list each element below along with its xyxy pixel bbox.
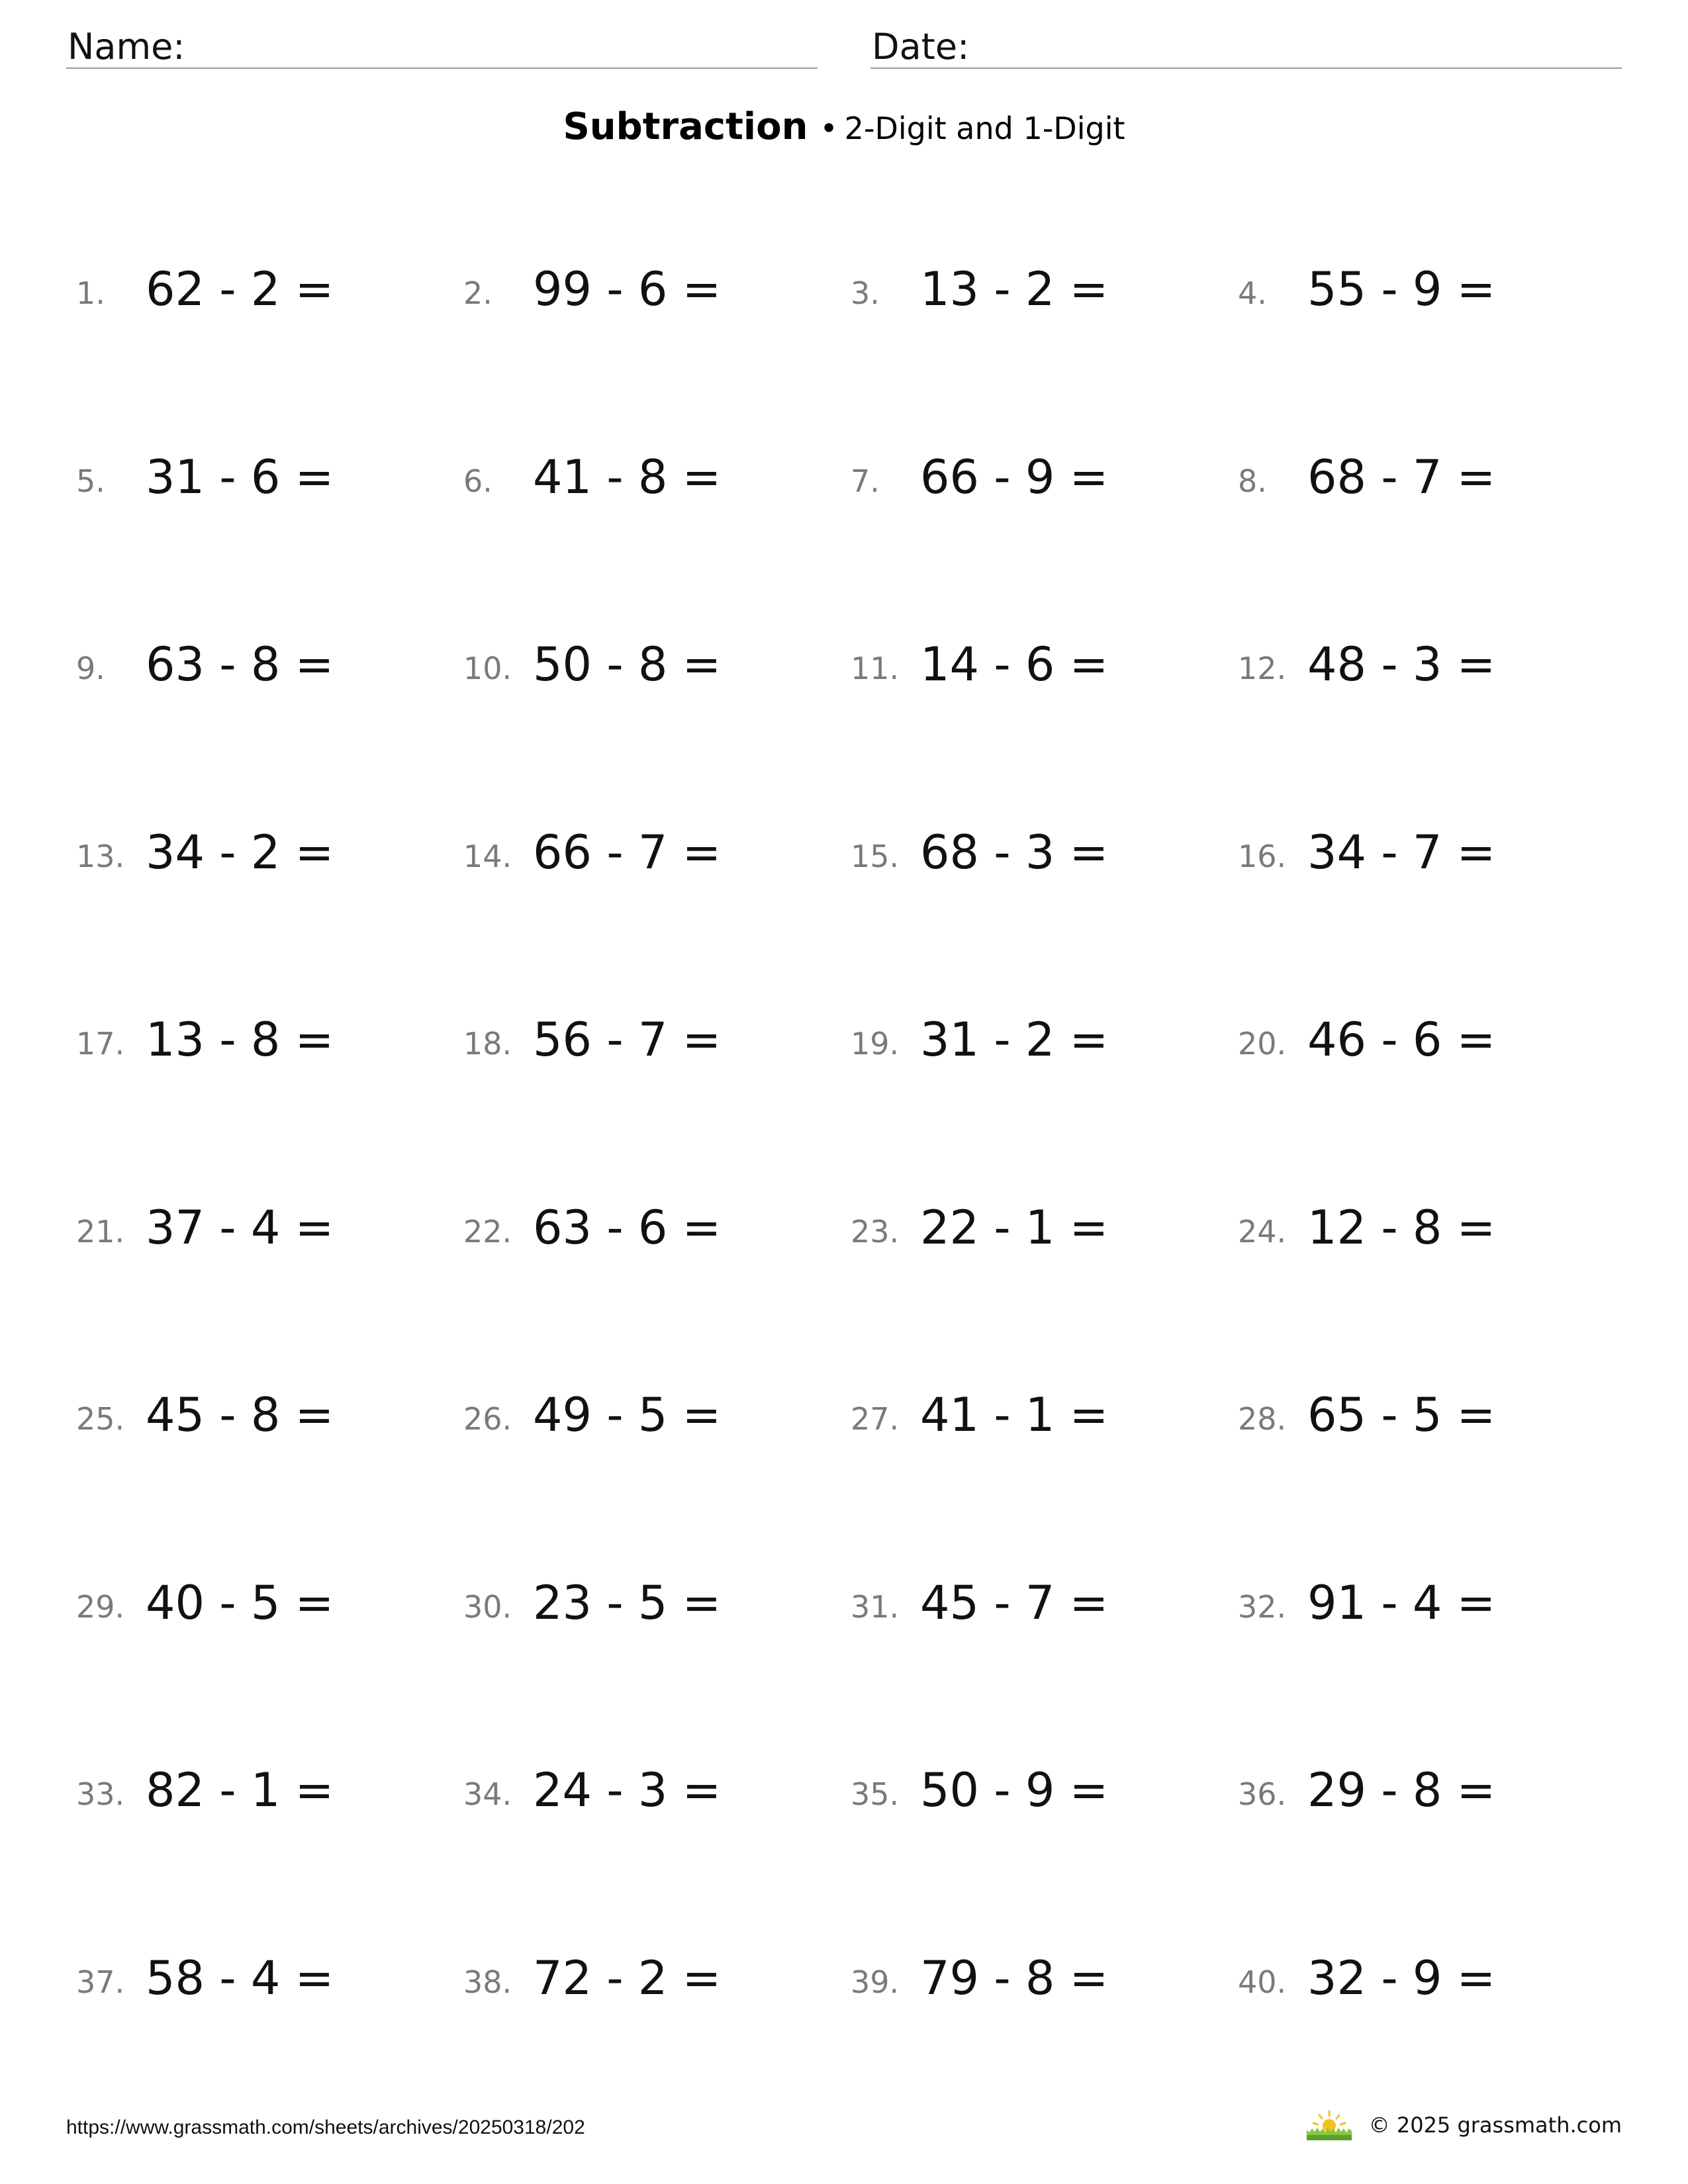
problem-expression: 29 - 8 = [1307,1763,1496,1817]
problem-number: 31. [851,1588,900,1625]
problem-expression: 48 - 3 = [1307,637,1496,692]
problem-expression: 23 - 5 = [533,1575,722,1630]
problem-item [463,1763,834,1816]
problem-expression: 55 - 9 = [1307,262,1496,316]
title-separator: • [820,111,838,146]
problem-item [851,825,1221,878]
problem-number: 38. [463,1964,512,2000]
footer-copyright: © 2025 grassmath.com [1368,2113,1622,2138]
problem-number: 18. [463,1026,512,1062]
problem-number: 23. [851,1213,900,1250]
problem-number: 30. [463,1588,512,1625]
problem-item [463,1201,834,1253]
problem-expression: 37 - 4 = [146,1200,334,1255]
problem-item [1238,1763,1609,1816]
problem-number: 35. [851,1776,900,1812]
problem-expression: 49 - 5 = [533,1388,722,1442]
problem-number: 37. [76,1964,125,2000]
problem-item [463,1388,834,1441]
problem-item [76,450,447,503]
problem-expression: 31 - 6 = [146,449,334,504]
problem-item [76,1576,447,1629]
name-field[interactable] [66,24,818,69]
date-label: Date: [872,26,970,68]
problem-item [851,637,1221,690]
problem-expression: 22 - 1 = [920,1200,1109,1255]
problem-number: 7. [851,463,880,499]
problem-item [851,450,1221,503]
problem-item [851,1763,1221,1816]
problem-expression: 65 - 5 = [1307,1388,1496,1442]
problem-number: 32. [1238,1588,1287,1625]
problem-item [851,1951,1221,2004]
problem-number: 11. [851,651,900,686]
problem-expression: 31 - 2 = [920,1013,1109,1067]
problem-expression: 50 - 9 = [920,1763,1109,1817]
problem-item [463,1576,834,1629]
problem-expression: 63 - 8 = [146,637,334,692]
date-field[interactable] [870,24,1622,69]
problem-item [76,1951,447,2004]
problem-expression: 32 - 9 = [1307,1950,1496,2005]
problem-item [1238,262,1609,315]
footer-url: https://www.grassmath.com/sheets/archives/20250318/202 [66,2116,585,2138]
grassmath-logo-icon [1305,2109,1353,2142]
problem-number: 12. [1238,651,1287,686]
problem-expression: 82 - 1 = [146,1763,334,1817]
problem-item [1238,825,1609,878]
problem-number: 1. [76,275,105,311]
problem-item [1238,1013,1609,1066]
problem-expression: 66 - 9 = [920,449,1109,504]
problem-expression: 13 - 8 = [146,1013,334,1067]
problem-item [76,1388,447,1441]
problem-number: 36. [1238,1776,1287,1812]
problem-expression: 56 - 7 = [533,1013,722,1067]
problem-expression: 34 - 2 = [146,825,334,880]
problem-expression: 62 - 2 = [146,262,334,316]
problem-item [851,262,1221,315]
problem-number: 4. [1238,275,1267,311]
problem-item [1238,1201,1609,1253]
problem-number: 8. [1238,463,1267,499]
problem-number: 34. [463,1776,512,1812]
problem-number: 14. [463,838,512,874]
problem-item [1238,1576,1609,1629]
problem-item [463,1013,834,1066]
problem-item [76,1013,447,1066]
worksheet-title [0,105,1688,148]
problem-expression: 72 - 2 = [533,1950,722,2005]
problem-number: 33. [76,1776,125,1812]
problem-item [851,1388,1221,1441]
problem-number: 40. [1238,1964,1287,2000]
problem-expression: 34 - 7 = [1307,825,1496,880]
problem-expression: 58 - 4 = [146,1950,334,2005]
problem-number: 19. [851,1026,900,1062]
problem-expression: 41 - 8 = [533,449,722,504]
problem-number: 28. [1238,1401,1287,1437]
problem-item [76,637,447,690]
problem-item [1238,637,1609,690]
problem-expression: 24 - 3 = [533,1763,722,1817]
problem-expression: 14 - 6 = [920,637,1109,692]
footer-branding [1305,2109,1622,2142]
problem-expression: 50 - 8 = [533,637,722,692]
problem-expression: 68 - 3 = [920,825,1109,880]
problem-expression: 46 - 6 = [1307,1013,1496,1067]
problem-item [1238,450,1609,503]
problem-item [463,262,834,315]
problem-expression: 13 - 2 = [920,262,1109,316]
problem-number: 39. [851,1964,900,2000]
problem-expression: 45 - 7 = [920,1575,1109,1630]
problem-item [463,825,834,878]
problem-number: 13. [76,838,125,874]
problem-number: 3. [851,275,880,311]
problem-item [76,262,447,315]
title-main: Subtraction [563,105,808,148]
problem-number: 9. [76,651,105,686]
problem-expression: 45 - 8 = [146,1388,334,1442]
problem-expression: 91 - 4 = [1307,1575,1496,1630]
problem-number: 20. [1238,1026,1287,1062]
problem-number: 21. [76,1213,125,1250]
problem-number: 27. [851,1401,900,1437]
problem-expression: 41 - 1 = [920,1388,1109,1442]
problem-item [76,1201,447,1253]
problem-number: 24. [1238,1213,1287,1250]
problem-number: 6. [463,463,492,499]
problem-number: 10. [463,651,512,686]
problem-item [851,1201,1221,1253]
problem-number: 15. [851,838,900,874]
problem-number: 5. [76,463,105,499]
problem-expression: 12 - 8 = [1307,1200,1496,1255]
problem-number: 16. [1238,838,1287,874]
problem-expression: 68 - 7 = [1307,449,1496,504]
name-label: Name: [68,26,185,68]
problem-number: 17. [76,1026,125,1062]
problem-expression: 99 - 6 = [533,262,722,316]
problem-number: 2. [463,275,492,311]
problem-number: 22. [463,1213,512,1250]
problem-number: 29. [76,1588,125,1625]
problem-item [76,825,447,878]
problem-number: 25. [76,1401,125,1437]
problem-item [463,637,834,690]
problem-item [1238,1951,1609,2004]
problem-expression: 79 - 8 = [920,1950,1109,2005]
problem-item [463,450,834,503]
problem-item [463,1951,834,2004]
problem-item [76,1763,447,1816]
problem-number: 26. [463,1401,512,1437]
problem-expression: 40 - 5 = [146,1575,334,1630]
title-subtitle: 2-Digit and 1-Digit [844,111,1125,146]
problem-item [1238,1388,1609,1441]
problem-item [851,1013,1221,1066]
problem-expression: 66 - 7 = [533,825,722,880]
problem-expression: 63 - 6 = [533,1200,722,1255]
problem-item [851,1576,1221,1629]
